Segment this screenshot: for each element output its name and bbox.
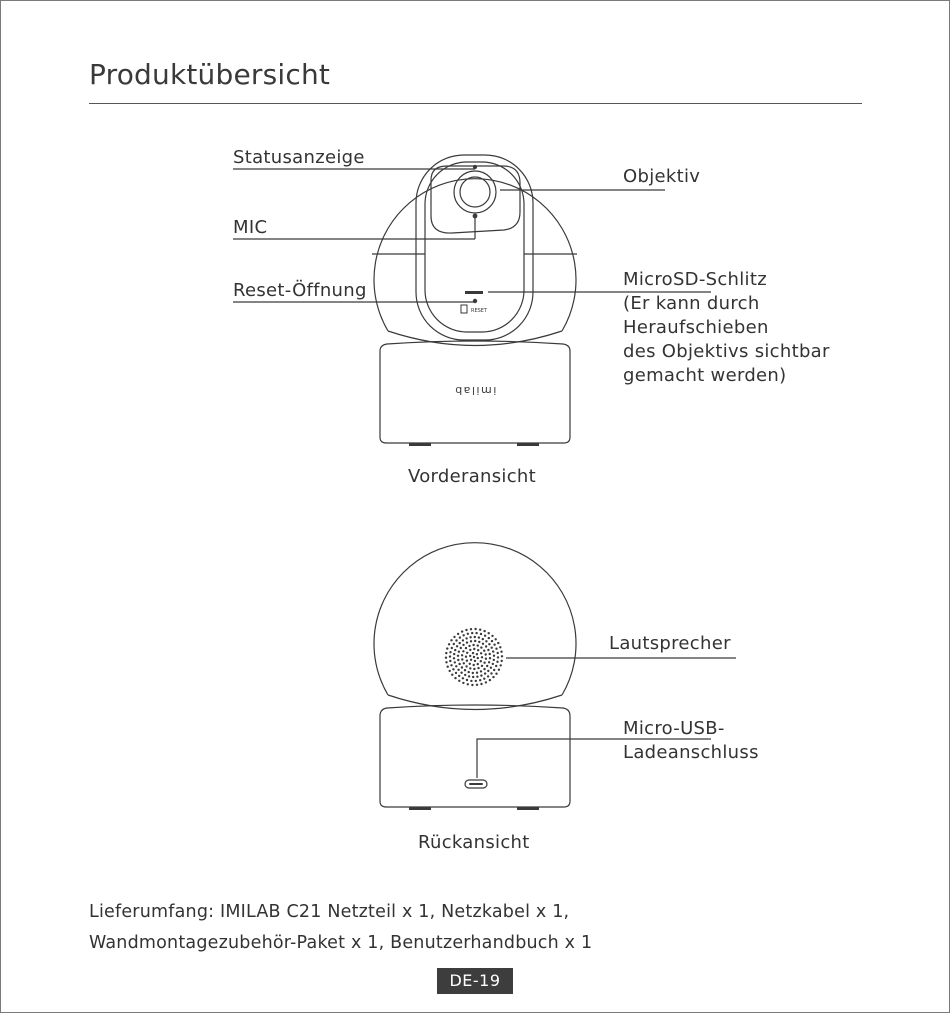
speaker-hole: [461, 630, 463, 632]
speaker-hole: [493, 669, 495, 671]
speaker-hole: [493, 644, 495, 646]
speaker-hole: [478, 641, 480, 643]
speaker-hole: [501, 655, 503, 657]
speaker-hole: [467, 683, 469, 685]
speaker-hole: [465, 665, 467, 667]
reset-mark: RESET: [471, 308, 488, 314]
speaker-hole: [492, 676, 494, 678]
speaker-hole: [465, 637, 467, 639]
speaker-hole: [491, 635, 493, 637]
speaker-hole: [461, 666, 463, 668]
speaker-hole: [472, 676, 474, 678]
speaker-hole: [477, 663, 479, 665]
speaker-hole: [495, 673, 497, 675]
speaker-hole: [491, 647, 493, 649]
speaker-hole: [480, 670, 482, 672]
speaker-hole: [455, 665, 457, 667]
speaker-hole: [474, 636, 476, 638]
speaker-hole: [488, 637, 490, 639]
speaker-hole: [497, 656, 499, 658]
speaker-hole: [497, 652, 499, 654]
speaker-hole: [477, 657, 479, 659]
speaker-hole: [495, 648, 497, 650]
front-foot-left: [409, 443, 431, 446]
speaker-hole: [497, 642, 499, 644]
speaker-hole: [477, 649, 479, 651]
caption-back-view: Rückansicht: [418, 832, 530, 853]
label-usb-2: Ladeanschluss: [623, 742, 759, 763]
speaker-hole: [455, 639, 457, 641]
label-mic: MIC: [233, 217, 268, 238]
speaker-hole: [492, 650, 494, 652]
label-speaker: Lautsprecher: [609, 633, 731, 654]
speaker-hole: [488, 661, 490, 663]
speaker-hole: [466, 660, 468, 662]
speaker-grille: [445, 628, 503, 686]
speaker-hole: [480, 660, 482, 662]
speaker-hole: [474, 660, 476, 662]
speaker-hole: [487, 649, 489, 651]
speaker-hole: [462, 682, 464, 684]
speaker-hole: [466, 652, 468, 654]
back-camera-illustration: [374, 543, 736, 810]
speaker-hole: [462, 677, 464, 679]
speaker-hole: [485, 640, 487, 642]
speaker-hole: [479, 629, 481, 631]
speaker-hole: [470, 659, 472, 661]
speaker-hole: [457, 655, 459, 657]
speaker-hole: [448, 643, 450, 645]
speaker-hole: [468, 671, 470, 673]
speaker-hole: [476, 653, 478, 655]
speaker-hole: [473, 664, 475, 666]
speaker-hole: [447, 666, 449, 668]
speaker-hole: [474, 628, 476, 630]
back-sphere: [374, 543, 576, 695]
speaker-hole: [485, 658, 487, 660]
speaker-hole: [489, 653, 491, 655]
speaker-hole: [467, 633, 469, 635]
front-bracket-inner: [425, 162, 524, 332]
speaker-hole: [475, 680, 477, 682]
speaker-hole: [458, 651, 460, 653]
speaker-hole: [459, 636, 461, 638]
speaker-hole: [453, 657, 455, 659]
speaker-hole: [458, 675, 460, 677]
speaker-hole: [449, 651, 451, 653]
speaker-hole: [453, 653, 455, 655]
speaker-hole: [495, 665, 497, 667]
page-number-badge: DE-19: [437, 968, 513, 994]
speaker-hole: [451, 674, 453, 676]
speaker-hole: [452, 668, 454, 670]
speaker-hole: [459, 642, 461, 644]
speaker-hole: [484, 635, 486, 637]
speaker-hole: [500, 664, 502, 666]
speaker-hole: [485, 645, 487, 647]
speaker-hole: [487, 670, 489, 672]
speaker-hole: [493, 659, 495, 661]
speaker-hole: [485, 681, 487, 683]
label-microsd-5: gemacht werden): [623, 365, 787, 386]
speaker-hole: [465, 629, 467, 631]
speaker-hole: [453, 643, 455, 645]
speaker-hole: [462, 639, 464, 641]
mic-dot: [473, 214, 477, 218]
speaker-hole: [461, 658, 463, 660]
speaker-hole: [450, 664, 452, 666]
package-contents-line-2: Wandmontagezubehör-Paket x 1, Benutzerhandbuch x 1: [89, 933, 593, 953]
speaker-hole: [472, 672, 474, 674]
speaker-hole: [454, 649, 456, 651]
speaker-hole: [465, 656, 467, 658]
speaker-hole: [480, 674, 482, 676]
speaker-hole: [491, 640, 493, 642]
speaker-hole: [483, 650, 485, 652]
speaker-hole: [476, 672, 478, 674]
label-reset-opening: Reset-Öffnung: [233, 280, 367, 301]
speaker-hole: [471, 684, 473, 686]
speaker-hole: [461, 654, 463, 656]
speaker-hole: [468, 645, 470, 647]
speaker-hole: [495, 638, 497, 640]
label-microsd-1: MicroSD-Schlitz: [623, 269, 767, 290]
speaker-hole: [458, 680, 460, 682]
speaker-hole: [453, 636, 455, 638]
speaker-hole: [471, 632, 473, 634]
speaker-hole: [483, 668, 485, 670]
lens-inner: [460, 177, 490, 207]
speaker-hole: [485, 653, 487, 655]
speaker-hole: [480, 646, 482, 648]
front-foot-right: [517, 443, 539, 446]
speaker-hole: [490, 667, 492, 669]
speaker-hole: [454, 661, 456, 663]
speaker-hole: [449, 670, 451, 672]
speaker-hole: [466, 641, 468, 643]
speaker-hole: [451, 647, 453, 649]
front-base: [388, 331, 562, 346]
speaker-hole: [488, 632, 490, 634]
speaker-hole: [483, 630, 485, 632]
label-microsd-4: des Objektivs sichtbar: [623, 341, 830, 362]
speaker-hole: [464, 674, 466, 676]
page-title: Produktübersicht: [89, 58, 331, 91]
speaker-hole: [462, 644, 464, 646]
label-usb-1: Micro-USB-: [623, 718, 725, 739]
speaker-hole: [457, 669, 459, 671]
speaker-hole: [468, 675, 470, 677]
speaker-hole: [445, 652, 447, 654]
speaker-hole: [450, 639, 452, 641]
label-microsd-3: Heraufschieben: [623, 317, 769, 338]
speaker-hole: [501, 660, 503, 662]
speaker-hole: [482, 638, 484, 640]
speaker-hole: [490, 672, 492, 674]
label-lens: Objektiv: [623, 166, 701, 187]
label-status-indicator: Statusanzeige: [233, 147, 365, 168]
speaker-hole: [460, 647, 462, 649]
speaker-hole: [454, 677, 456, 679]
speaker-hole: [476, 684, 478, 686]
speaker-hole: [469, 636, 471, 638]
speaker-hole: [470, 640, 472, 642]
speaker-hole: [469, 667, 471, 669]
status-led-dot: [474, 166, 477, 169]
speaker-hole: [477, 667, 479, 669]
speaker-hole: [458, 663, 460, 665]
speaker-hole: [493, 655, 495, 657]
caption-front-view: Vorderansicht: [408, 466, 536, 487]
speaker-hole: [473, 668, 475, 670]
speaker-hole: [481, 656, 483, 658]
speaker-hole: [472, 652, 474, 654]
speaker-hole: [456, 645, 458, 647]
speaker-hole: [498, 669, 500, 671]
speaker-hole: [483, 662, 485, 664]
speaker-hole: [489, 679, 491, 681]
speaker-hole: [460, 672, 462, 674]
speaker-hole: [484, 672, 486, 674]
speaker-hole: [488, 643, 490, 645]
speaker-hole: [483, 678, 485, 680]
speaker-hole: [466, 679, 468, 681]
speaker-hole: [449, 655, 451, 657]
label-microsd-2: (Er kann durch: [623, 293, 760, 314]
speaker-hole: [472, 644, 474, 646]
speaker-hole: [475, 632, 477, 634]
speaker-hole: [480, 633, 482, 635]
speaker-hole: [455, 672, 457, 674]
brand-mark: imilab: [453, 384, 497, 397]
speaker-hole: [462, 650, 464, 652]
speaker-hole: [469, 649, 471, 651]
speaker-hole: [445, 657, 447, 659]
speaker-hole: [449, 660, 451, 662]
speaker-hole: [489, 657, 491, 659]
speaker-hole: [492, 663, 494, 665]
speaker-hole: [446, 647, 448, 649]
speaker-hole: [477, 644, 479, 646]
speaker-hole: [476, 676, 478, 678]
speaker-hole: [487, 675, 489, 677]
speaker-hole: [486, 665, 488, 667]
speaker-hole: [457, 633, 459, 635]
speaker-hole: [500, 651, 502, 653]
speaker-hole: [496, 661, 498, 663]
speaker-hole: [473, 656, 475, 658]
speaker-hole: [479, 679, 481, 681]
speaker-hole: [445, 661, 447, 663]
speaker-hole: [464, 669, 466, 671]
speaker-hole: [478, 636, 480, 638]
speaker-hole: [470, 680, 472, 682]
speaker-hole: [480, 683, 482, 685]
speaker-hole: [482, 643, 484, 645]
speaker-hole: [457, 659, 459, 661]
speaker-hole: [469, 655, 471, 657]
speaker-hole: [480, 652, 482, 654]
speaker-hole: [470, 628, 472, 630]
speaker-hole: [469, 663, 471, 665]
speaker-hole: [463, 662, 465, 664]
speaker-hole: [463, 634, 465, 636]
speaker-hole: [465, 647, 467, 649]
speaker-hole: [499, 646, 501, 648]
sd-card-glyph: [461, 305, 467, 313]
speaker-hole: [481, 665, 483, 667]
speaker-hole: [474, 640, 476, 642]
speaker-hole: [473, 648, 475, 650]
microsd-slot: [465, 291, 483, 294]
package-contents-line-1: Lieferumfang: IMILAB C21 Netzteil x 1, Netzkabel x 1,: [89, 902, 570, 922]
